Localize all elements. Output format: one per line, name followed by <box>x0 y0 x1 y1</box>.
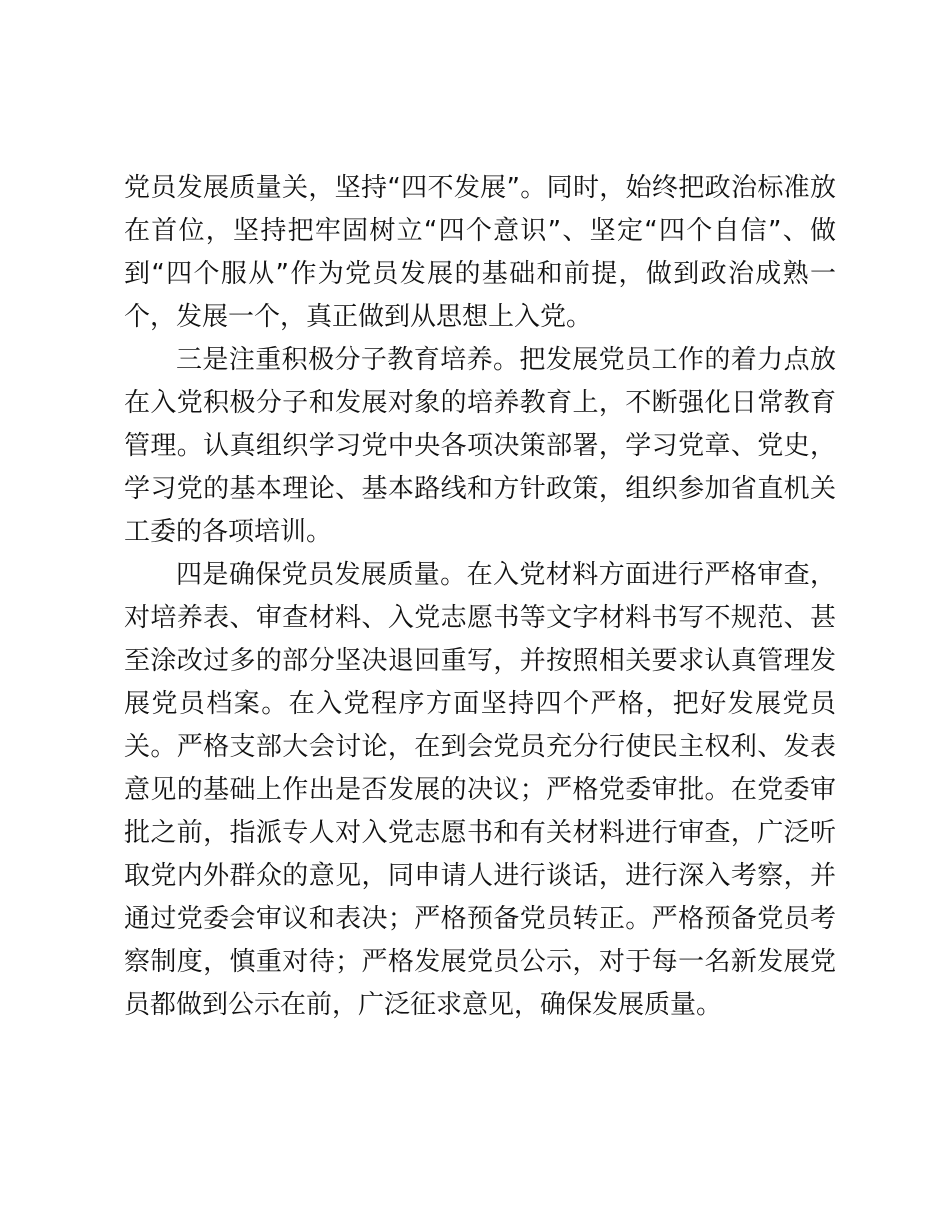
paragraph-continuation: 党员发展质量关，坚持“四不发展”。同时，始终把政治标准放在首位，坚持把牢固树立“四个意识”、坚定“四个自信”、做到“四个服从”作为党员发展的基础和前提，做到政治成熟一个，发展一个，真正做到从思想上入党。 <box>124 173 836 332</box>
paragraph-development-quality: 四是确保党员发展质量。在入党材料方面进行严格审查，对培养表、审查材料、入党志愿书等文字材料书写不规范、甚至涂改过多的部分坚决退回重写，并按照相关要求认真管理发展党员档案。在入党程序方面坚持四个严格，把好发展党员关。严格支部大会讨论，在到会党员充分行使民主权利、发表意见的基础上作出是否发展的决议；严格党委审批。在党委审批之前，指派专人对入党志愿书和有关材料进行审查，广泛听取党内外群众的意见，同申请人进行谈话，进行深入考察，并通过党委会审议和表决；严格预备党员转正。严格预备党员考察制度，慎重对待；严格发展党员公示，对于每一名新发展党员都做到公示在前，广泛征求意见，确保发展质量。 <box>124 560 836 1020</box>
paragraph-activist-education: 三是注重积极分子教育培养。把发展党员工作的着力点放在入党积极分子和发展对象的培养教育上，不断强化日常教育管理。认真组织学习党中央各项决策部署，学习党章、党史，学习党的基本理论、基本路线和方针政策，组织参加省直机关工委的各项培训。 <box>124 345 836 547</box>
document-body <box>124 167 836 1027</box>
